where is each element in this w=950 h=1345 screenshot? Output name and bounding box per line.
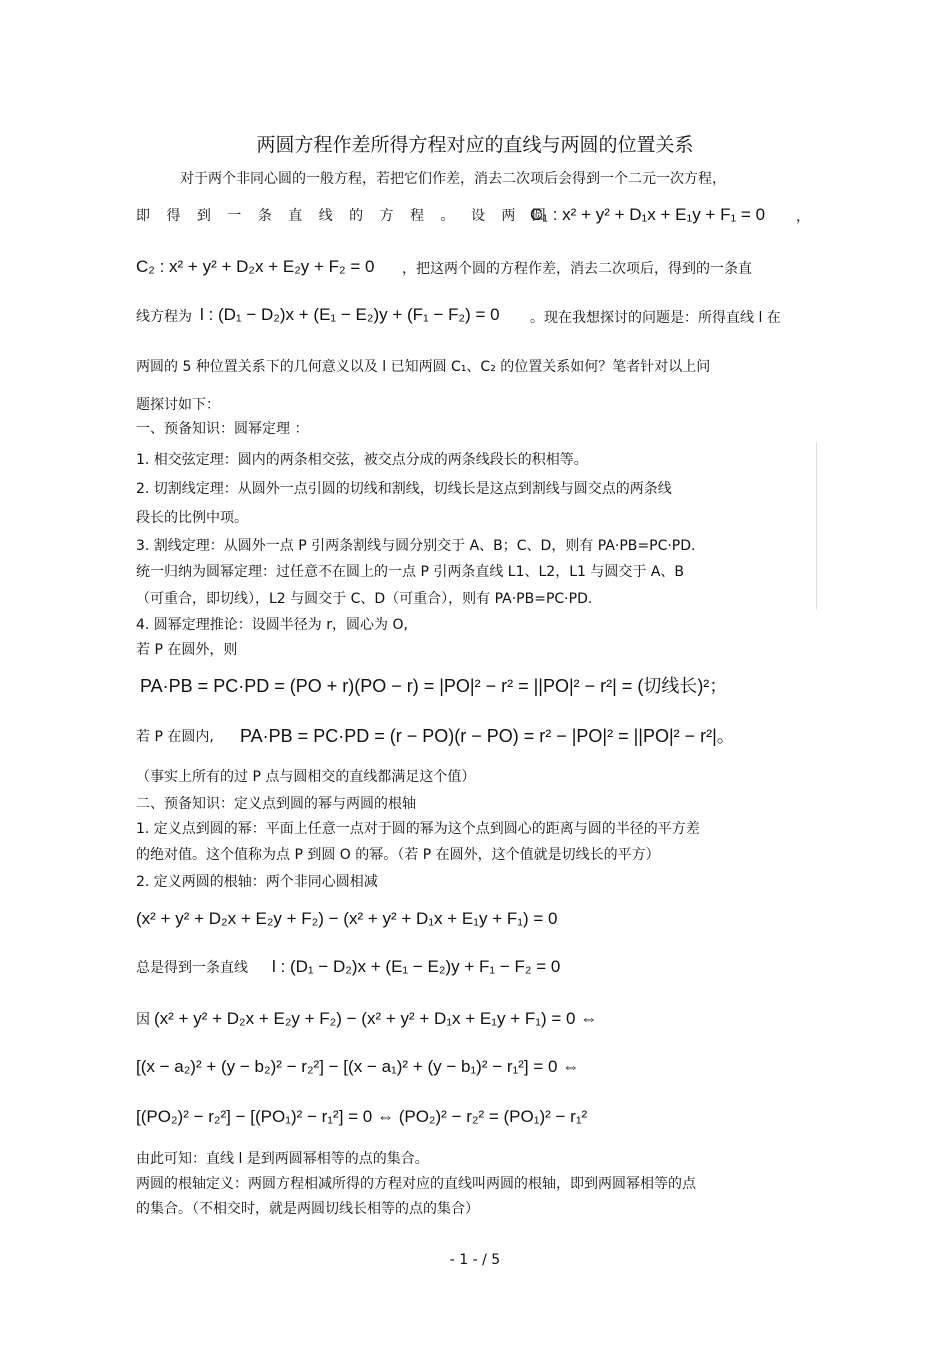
intro-line-4a: 线方程为 [136,309,192,325]
theorem-1: 1. 相交弦定理：圆内的两条相交弦，被交点分成的两条线段长的积相等。 [136,452,588,468]
document-title: 两圆方程作差所得方程对应的直线与两圆的位置关系 [256,134,694,156]
definition-2: 2. 定义两圆的根轴：两个非同心圆相减 [136,874,378,890]
comma: ， [796,209,810,225]
note-1: （事实上所有的过 P 点与圆相交的直线都满足这个值） [136,769,476,785]
equation-expand: [(x − a₂)² + (y − b₂)² − r₂²] − [(x − a₁)² + (y − b₁)² − r₁²] = 0 ⇔ [136,1057,580,1076]
radical-axis-definition-cont: 的集合。（不相交时，就是两圆切线长相等的点的集合） [136,1201,479,1217]
definition-1: 1. 定义点到圆的幂：平面上任意一点对于圆的幂为这个点到圆心的距离与圆的半径的平方差 [136,821,700,837]
formula-outside: PA·PB = PC·PD = (PO + r)(PO − r) = |PO|² − r² = ||PO|² − r²| = (切线长)²； [140,676,728,696]
radical-axis-definition: 两圆的根轴定义：两圆方程相减所得的方程对应的直线叫两圆的根轴，即到两圆幂相等的点 [136,1176,696,1192]
circle-c1-equation: C₁ : x² + y² + D₁x + E₁y + F₁ = 0 [530,205,766,224]
circle-c2-equation: C₂ : x² + y² + D₂x + E₂y + F₂ = 0 [136,257,375,276]
intro-line-5: 两圆的 5 种位置关系下的几何意义以及 l 已知两圆 C₁、C₂ 的位置关系如何？笔者针对以上问 [136,359,711,375]
theorem-4-outside: 若 P 在圆外，则 [136,642,238,658]
page-number: - 1 - / 5 [449,1252,501,1268]
equation-radical-line: l : (D₁ − D₂)x + (E₁ − E₂)y + F₁ − F₂ = 0 [272,957,561,976]
section-heading-2: 二、预备知识：定义点到圆的幂与两圆的根轴 [136,796,416,812]
intro-line-4b: 。现在我想探讨的问题是：所得直线 l 在 [530,310,781,326]
equation-because: (x² + y² + D₂x + E₂y + F₂) − (x² + y² + D₁x + E₁y + F₁) = 0 ⇔ [154,1009,598,1028]
intro-line-1: 对于两个非同心圆的一般方程，若把它们作差，消去二次项后会得到一个二元一次方程， [180,171,726,187]
always-label: 总是得到一条直线 [136,960,248,976]
equation-power: [(PO₂)² − r₂²] − [(PO₁)² − r₁²] = 0 ⇔ (PO₂)² − r₂² = (PO₁)² − r₁² [136,1107,588,1126]
because-label: 因 [136,1012,150,1028]
inside-label: 若 P 在圆内, [136,729,214,745]
intro-line-2: 即 得 到 一 条 直 线 的 方 程 。 设 两 圆 [136,208,552,224]
definition-1-cont: 的绝对值。这个值称为点 P 到圆 O 的幂。（若 P 在圆外，这个值就是切线长的平方） [136,847,660,863]
intro-line-6: 题探讨如下： [136,397,220,413]
equation-difference: (x² + y² + D₂x + E₂y + F₂) − (x² + y² + D₁x + E₁y + F₁) = 0 [136,909,558,928]
theorem-4: 4. 圆幂定理推论：设圆半径为 r，圆心为 O, [136,617,408,633]
theorem-2-cont: 段长的比例中项。 [136,510,248,526]
formula-inside: PA·PB = PC·PD = (r − PO)(r − PO) = r² − |PO|² = ||PO|² − r²|。 [240,726,735,746]
theorem-2: 2. 切割线定理：从圆外一点引圆的切线和割线，切线长是这点到割线与圆交点的两条线 [136,481,672,497]
section-heading-1: 一、预备知识：圆幂定理 ： [136,421,309,437]
line-l-equation: l : (D₁ − D₂)x + (E₁ − E₂)y + (F₁ − F₂) = 0 [200,305,500,324]
intro-line-3: ，把这两个圆的方程作差，消去二次项后，得到的一条直 [402,261,752,277]
theorem-3-cont: （可重合，即切线），L2 与圆交于 C、D（可重合），则有 PA·PB=PC·PD. [136,591,593,607]
conclusion: 由此可知：直线 l 是到两圆幂相等的点的集合。 [136,1151,429,1167]
theorem-3-summary: 统一归纳为圆幂定理：过任意不在圆上的一点 P 引两条直线 L1、L2，L1 与圆交于 A、B [136,564,684,580]
theorem-3: 3. 割线定理：从圆外一点 P 引两条割线与圆分别交于 A、B；C、D，则有 PA·PB=PC·PD. [136,538,696,554]
